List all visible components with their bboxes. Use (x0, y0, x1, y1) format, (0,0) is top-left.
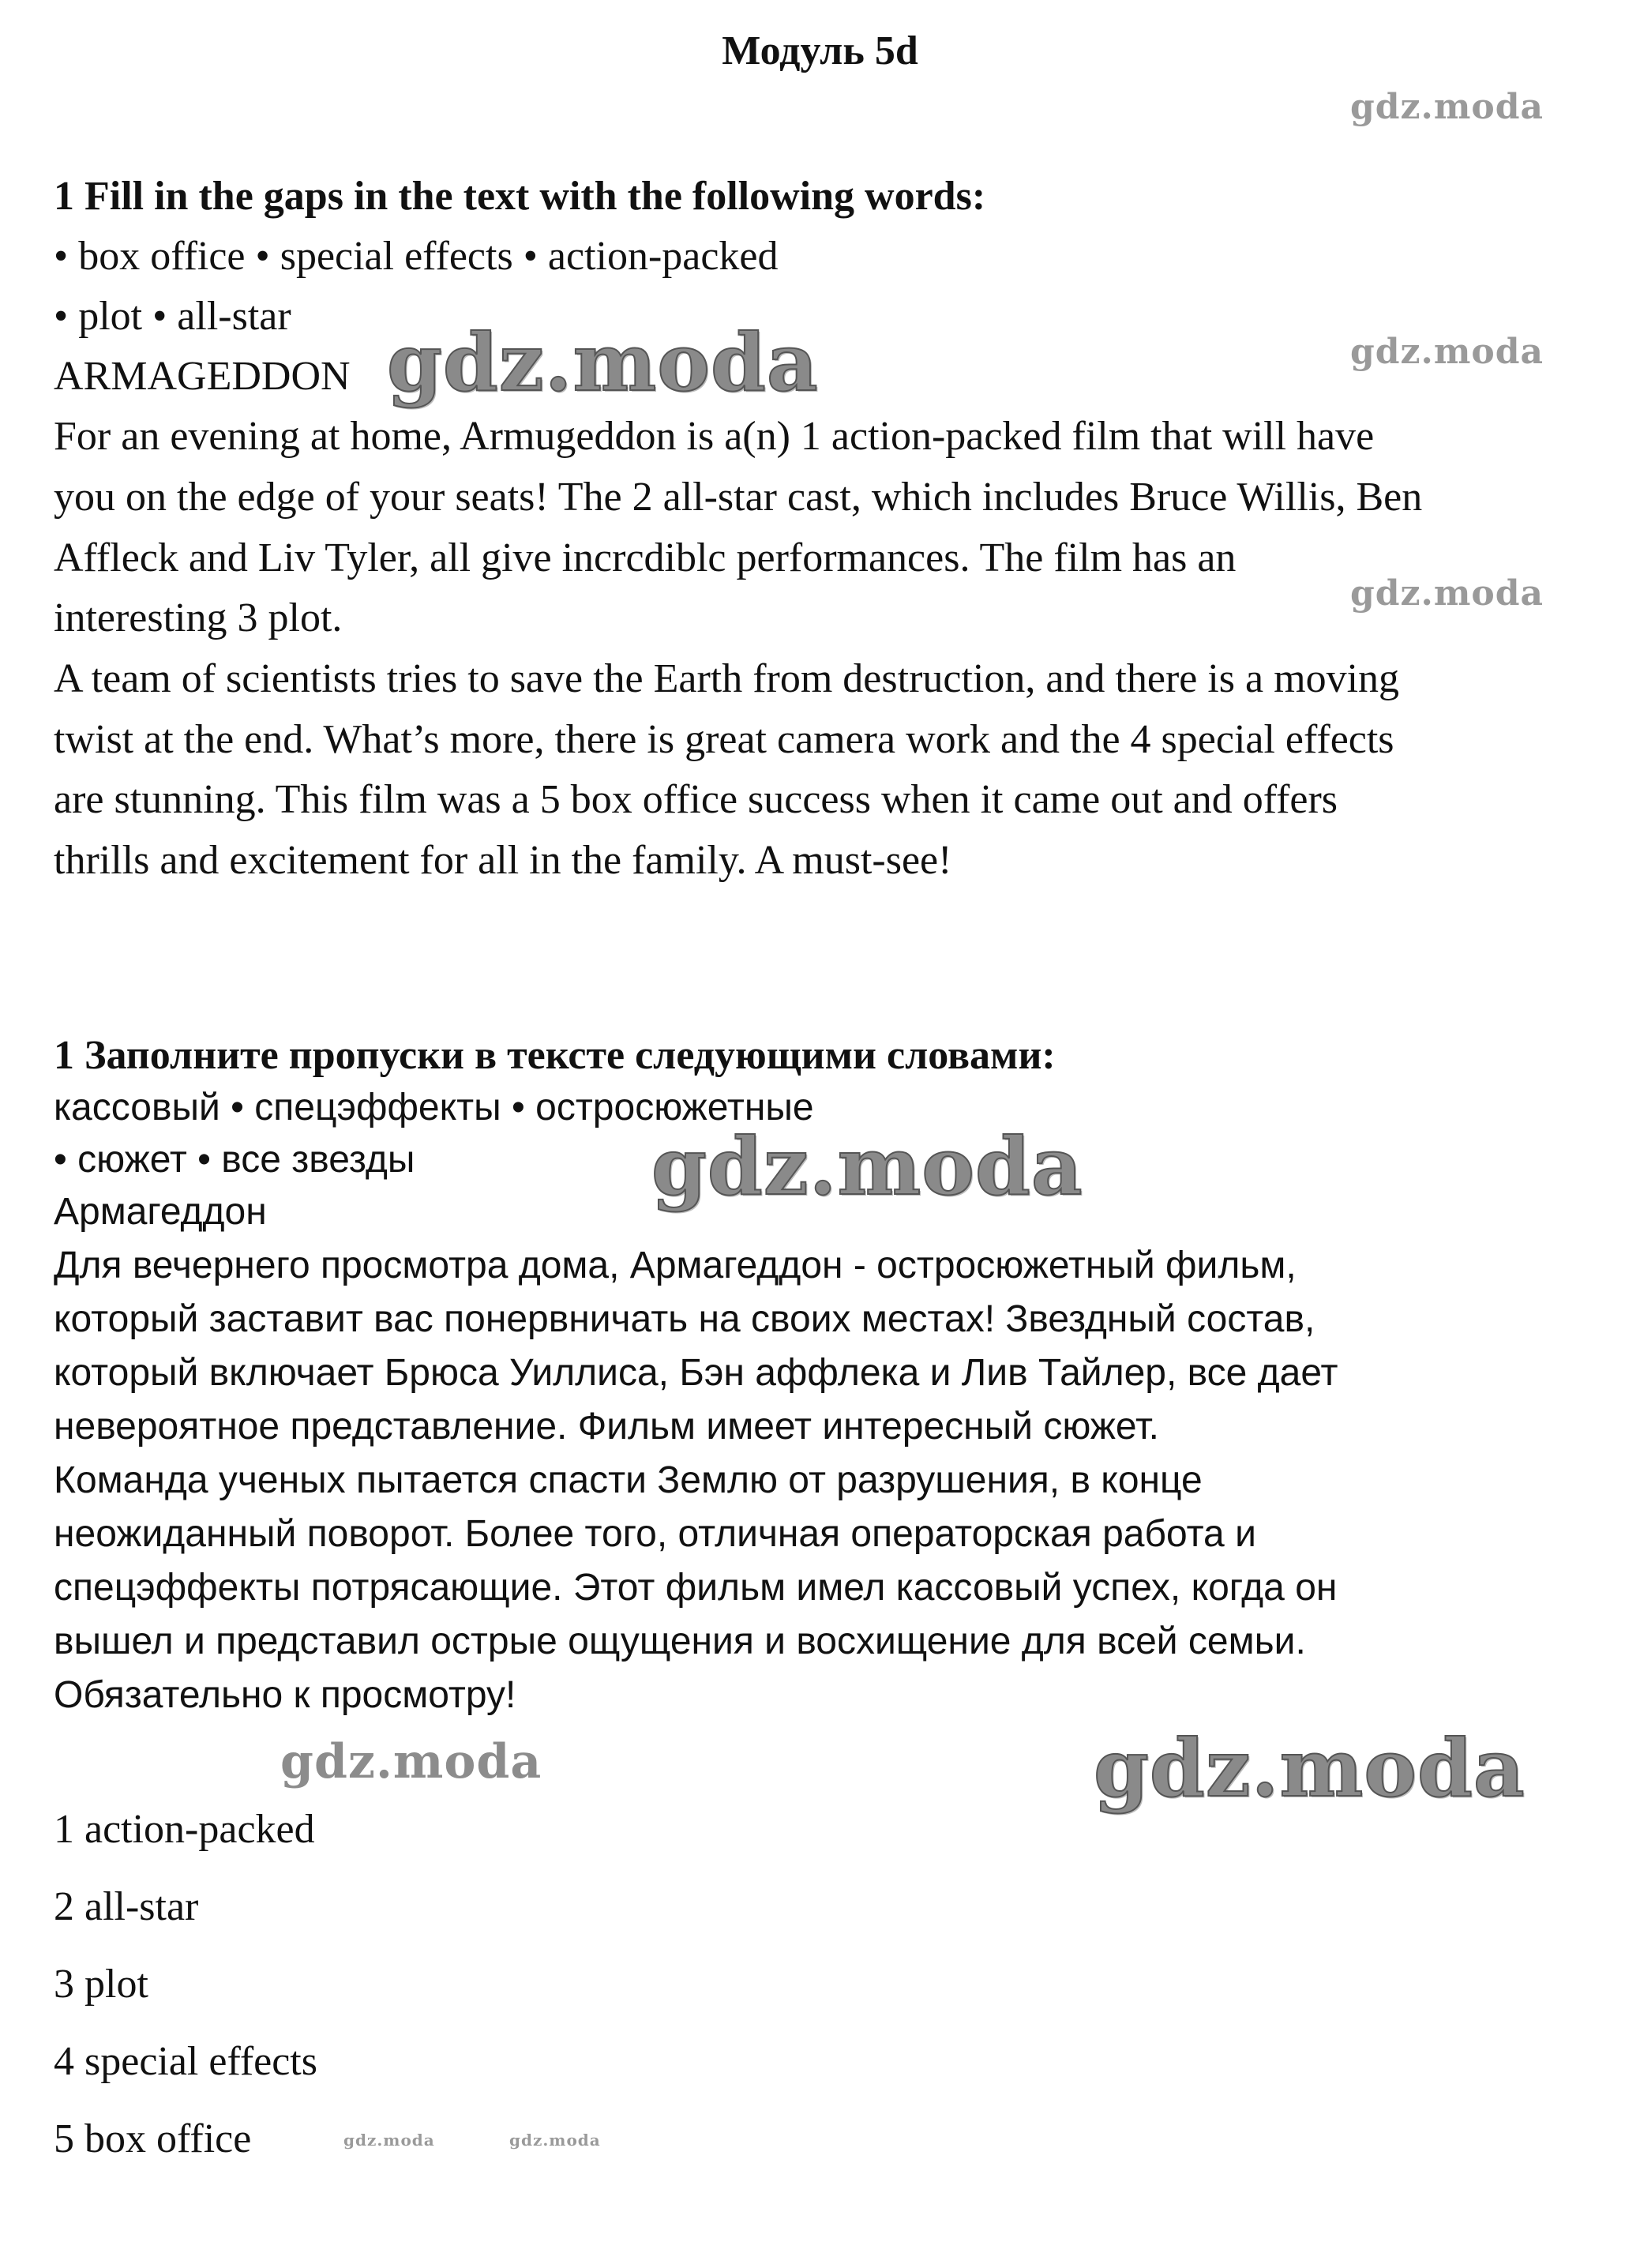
english-paragraph-2-line-4: thrills and excitement for all in the family. A must-see! (54, 838, 952, 883)
watermark: gdz.moda (1350, 332, 1544, 372)
answer-2: 2 all-star (54, 1884, 199, 1929)
watermark: gdz.moda (509, 2131, 601, 2150)
russian-paragraph-line-9: Обязательно к просмотру! (54, 1674, 516, 1716)
watermark: gdz.moda (280, 1734, 542, 1789)
russian-paragraph-line-3: который включает Брюса Уиллиса, Бэн аффлека и Лив Тайлер, все дает (54, 1352, 1338, 1394)
watermark: gdz.moda (1094, 1722, 1526, 1815)
english-word-list-line-2: • plot • all-star (54, 294, 291, 339)
english-paragraph-2-line-3: are stunning. This film was a 5 box office success when it came out and offers (54, 777, 1338, 822)
watermark: gdz.moda (387, 316, 819, 409)
english-paragraph-1-line-4: interesting 3 plot. (54, 595, 343, 640)
page-title: Модуль 5d (722, 28, 918, 73)
answer-3: 3 plot (54, 1962, 148, 2007)
russian-word-list-line-2: • сюжет • все звезды (54, 1139, 415, 1181)
english-paragraph-2-line-2: twist at the end. What’s more, there is great camera work and the 4 special effects (54, 717, 1394, 762)
russian-paragraph-line-5: Команда ученых пытается спасти Землю от разрушения, в конце (54, 1459, 1203, 1501)
english-word-list-line-1: • box office • special effects • action-packed (54, 234, 779, 279)
russian-paragraph-line-2: который заставит вас понервничать на своих местах! Звездный состав, (54, 1298, 1315, 1340)
russian-paragraph-line-4: невероятное представление. Фильм имеет интересный сюжет. (54, 1406, 1159, 1448)
russian-heading: 1 Заполните пропуски в тексте следующими словами: (54, 1033, 1056, 1078)
answer-1: 1 action-packed (54, 1807, 315, 1852)
english-film-title: ARMAGEDDON (54, 354, 351, 399)
english-paragraph-2-line-1: A team of scientists tries to save the Earth from destruction, and there is a moving (54, 656, 1400, 701)
russian-film-title: Армагеддон (54, 1191, 267, 1233)
answer-5: 5 box office (54, 2116, 252, 2161)
russian-word-list-line-1: кассовый • спецэффекты • остросюжетные (54, 1087, 814, 1128)
english-paragraph-1-line-1: For an evening at home, Armugeddon is a(n) 1 action-packed film that will have (54, 414, 1375, 459)
english-heading: 1 Fill in the gaps in the text with the following words: (54, 174, 986, 219)
watermark: gdz.moda (343, 2131, 435, 2150)
russian-paragraph-line-8: вышел и представил острые ощущения и восхищение для всей семьи. (54, 1620, 1306, 1662)
russian-paragraph-line-6: неожиданный поворот. Более того, отличная операторская работа и (54, 1513, 1256, 1555)
watermark: gdz.moda (1350, 87, 1544, 127)
watermark: gdz.moda (651, 1120, 1083, 1213)
english-paragraph-1-line-2: you on the edge of your seats! The 2 all-star cast, which includes Bruce Willis, Ben (54, 475, 1423, 520)
english-paragraph-1-line-3: Affleck and Liv Tyler, all give incrcdiblc performances. The film has an (54, 535, 1237, 580)
russian-paragraph-line-1: Для вечернего просмотра дома, Армагеддон - остросюжетный фильм, (54, 1245, 1297, 1286)
russian-paragraph-line-7: спецэффекты потрясающие. Этот фильм имел кассовый успех, когда он (54, 1567, 1338, 1609)
watermark: gdz.moda (1350, 573, 1544, 614)
answer-4: 4 special effects (54, 2039, 317, 2084)
